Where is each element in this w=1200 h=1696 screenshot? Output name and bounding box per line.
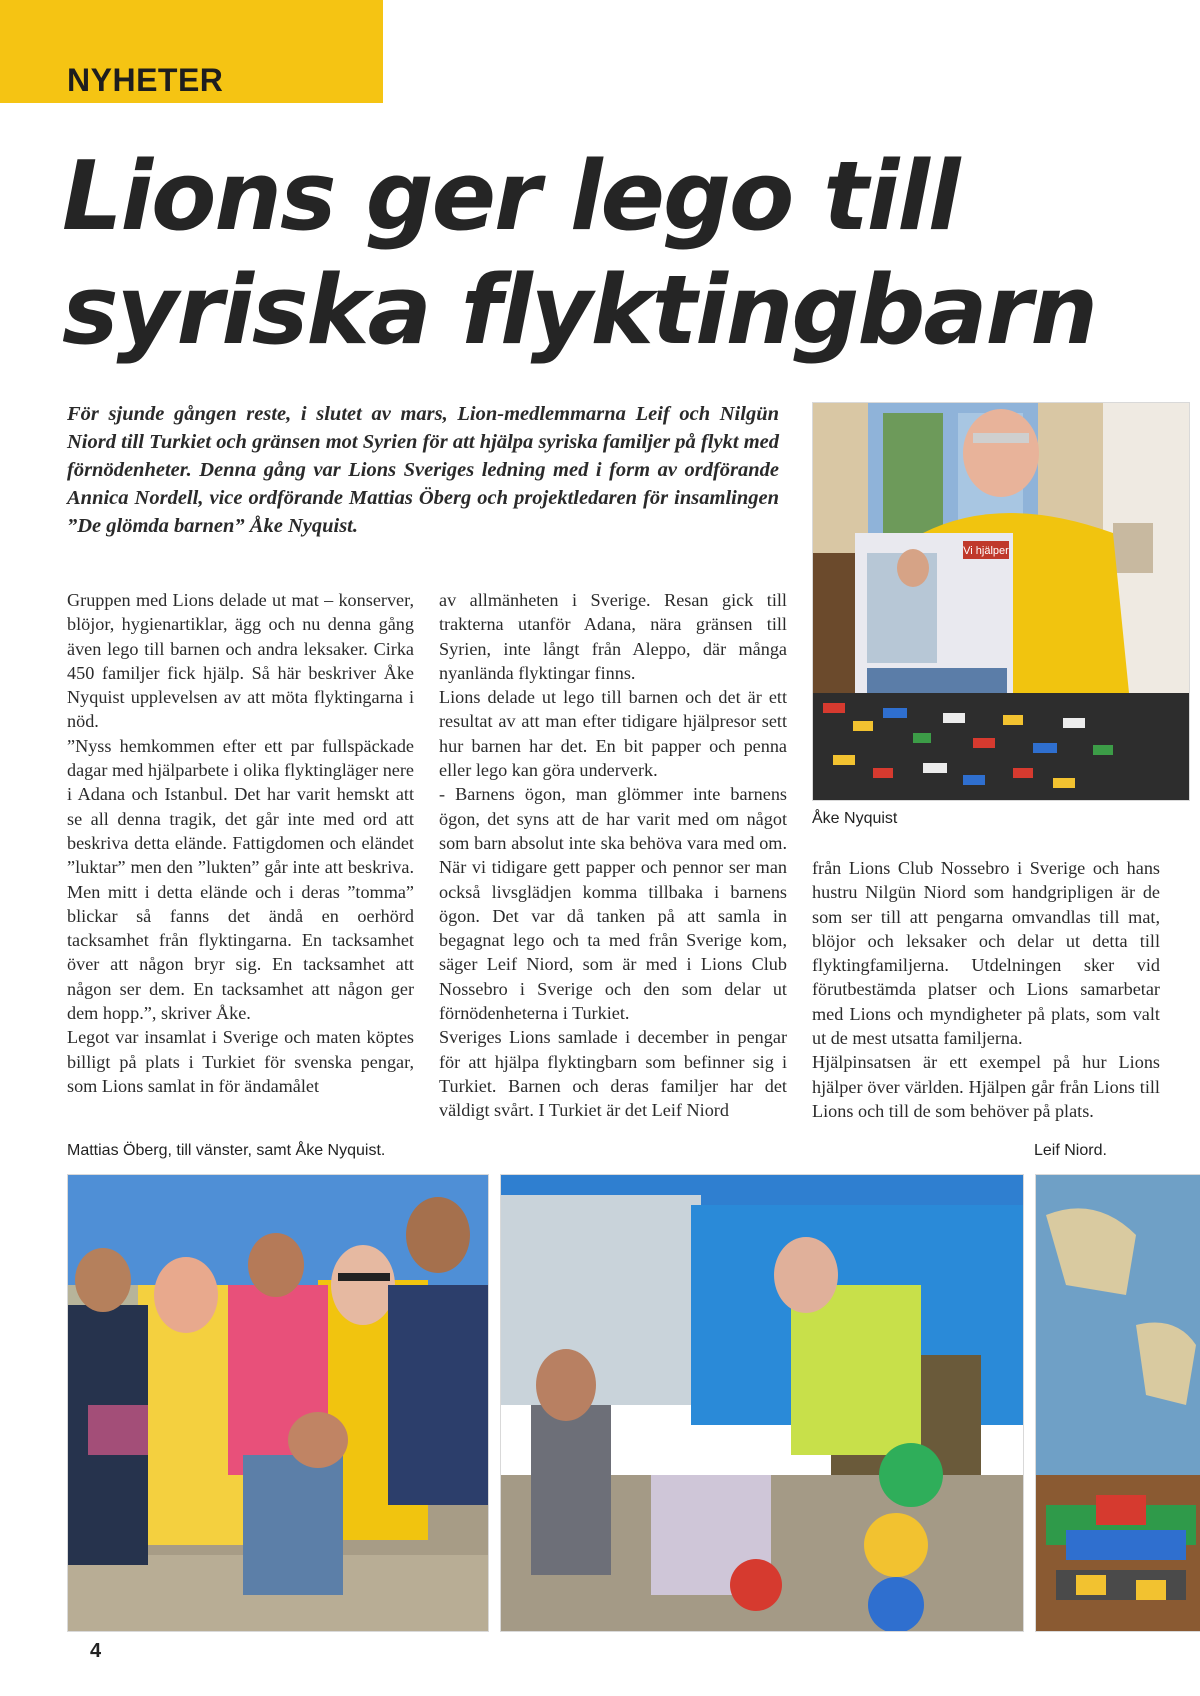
body-column-3 [812,856,1160,1123]
body-paragraph: ”Nyss hemkommen efter ett par fullspäckade dagar med hjälparbete i olika flyktingläger nere i Adana och Istanbul. Det har varit hemskt att se all denna tragik, det går inte med ord att beskriva detta elände. Fattigdomen och eländet ”luktar” men den ”lukten” går inte att beskriva. Men mitt i detta elände och i deras ”tomma” blickar så fanns det ändå en oerhörd tacksamhet från flyktingarna. En tacksamhet över att någon bryr sig. En tacksamhet att någon ser dem. En tacksamhet att någon ger dem hopp.”, skriver Åke. [67,735,414,1024]
photo-lego-table-image [1036,1175,1200,1631]
section-label: NYHETER [67,62,224,98]
body-paragraph: av allmänheten i Sverige. Resan gick till trakterna utanför Adana, nära gränsen till Syrien, inte långt från Aleppo, där många nyanlända flyktingar finns. [439,590,787,683]
poster-text: Vi hjälper [963,545,1009,557]
body-column-2 [439,588,787,1123]
body-column-1 [67,588,414,1098]
headline-line-2: syriska flyktingbarn [62,256,1096,366]
headline-line-1: Lions ger lego till [62,142,959,252]
caption-leif-niord: Leif Niord. [1034,1142,1107,1159]
headline [62,140,1162,368]
body-paragraph: från Lions Club Nossebro i Sverige och hans hustru Nilgün Niord som handgripligen är de som ser till att pengarna omvandlas till mat, blöjor och leksaker och delar ut detta till flyktingfamiljerna. Utdelningen sker vid förutbestämda platser och Lions samarbetar med Lions och myndigheter på plats, som valt ut de mest utsatta familjerna. [812,858,1160,1049]
photo-ake-nyquist [812,402,1190,801]
body-paragraph: - Barnens ögon, man glömmer inte barnens ögon, det syns att de har varit med om något som barn absolut inte ska behöva vara med om. När vi tidigare gett papper och pennor ser man också livsglädjen komma tillbaka i barnens ögon. Det var då tanken på att samla in begagnat lego och ta med från Sverige kom, säger Leif Niord, som är med i Lions Club Nossebro i Sverige och den som delar ut förnödenheterna i Turkiet. [439,784,787,1024]
lede: För sjunde gången reste, i slutet av mars, Lion-medlemmarna Leif och Nilgün Niord till Turkiet och gränsen mot Syrien för att hjälpa syriska familjer på flykt med förnödenheter. Denna gång var Lions Sveriges ledning med i form av ordförande Annica Nordell, vice ordförande Mattias Öberg och projektledaren för insamlingen ”De glömda barnen” Åke Nyquist. [67,403,779,537]
photo-lego-table [1035,1174,1200,1632]
photo-oberg-nyquist-children-image [68,1175,488,1631]
body-paragraph: Hjälpinsatsen är ett exempel på hur Lions hjälper över världen. Hjälpen går från Lions till Lions och till de som behöver på plats. [812,1052,1160,1121]
body-paragraph: Legot var insamlat i Sverige och maten köptes billigt på plats i Turkiet för svenska pengar, som Lions samlat in för ändamålet [67,1027,414,1096]
photo-leif-niord-camp [500,1174,1024,1632]
photo-leif-niord-camp-image [501,1175,1023,1631]
body-paragraph: Sveriges Lions samlade i december in pengar för att hjälpa flyktingbarn som befinner sig i Turkiet. Barnen och deras familjer har det väldigt svårt. I Turkiet är det Leif Niord [439,1027,787,1121]
caption-mattias-oberg: Mattias Öberg, till vänster, samt Åke Nyquist. [67,1142,386,1159]
photo-ake-nyquist-image [813,403,1189,800]
caption-ake-nyquist: Åke Nyquist [812,810,898,827]
page-number: 4 [90,1640,102,1662]
body-paragraph: Gruppen med Lions delade ut mat – konserver, blöjor, hygienartiklar, ägg och nu denna gång även lego till barnen och andra leksaker. Cirka 450 familjer fick hjälp. Så här beskriver Åke Nyquist upplevelsen av att möta flyktingarna i nöd. [67,590,414,732]
photo-oberg-nyquist-children [67,1174,489,1632]
body-paragraph: Lions delade ut lego till barnen och det är ett resultat av att man efter tidigare hjälpresor sett hur barnen har det. En bit papper och penna eller lego kan göra underverk. [439,687,787,781]
